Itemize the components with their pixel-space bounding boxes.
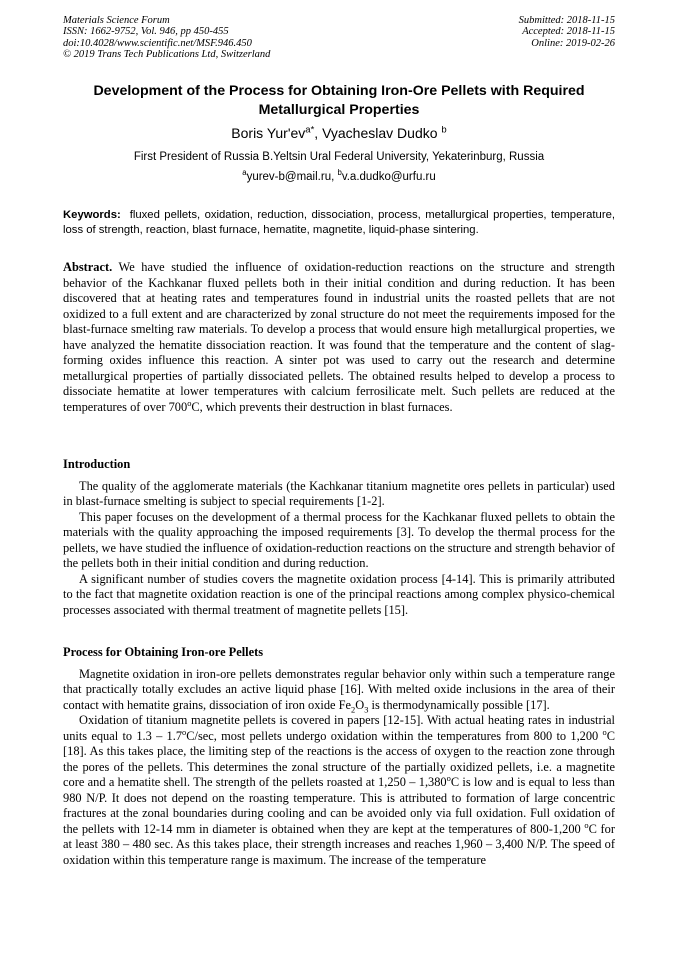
email-separator: , [331, 171, 338, 183]
paragraph-text: Magnetite oxidation in iron-ore pellets demonstrates regular behavior only within such a temperature range that practically totally excludes an active liquid phase [16]. With melted oxide inclusions in the area of their contact with hematite grains, dissociation of iron oxide Fe [63, 666, 615, 712]
author-line [63, 124, 615, 142]
paragraph-text: Oxidation of titanium magnetite pellets is covered in papers [12-15]. With actual heating rates in industrial units equal to 1.3 – 1.7 [63, 713, 615, 743]
submission-dates [519, 15, 615, 49]
degree-mark: o [584, 819, 589, 830]
paragraph [63, 667, 615, 714]
author-name: Boris Yur'ev [231, 125, 306, 141]
paragraph-text: O [355, 697, 365, 712]
paragraph-text: C/sec, most pellets undergo oxidation within the temperatures from 800 to 1,200 [186, 728, 603, 743]
paragraph: This paper focuses on the development of a thermal process for the Kachkanar fluxed pellets to obtain the materials with the quality approaching the imposed requirements [3]. To develop the thermal process for the pellets, we have studied the influence of oxidation-reduction reactions on the structure and strength behavior of the pellets both in their initial condition and during reduction. [63, 509, 615, 570]
author-mark: a* [305, 124, 315, 136]
keywords [63, 208, 615, 238]
paragraph [63, 713, 615, 868]
abstract-text: C, which prevents their destruction in blast furnaces. [191, 399, 453, 414]
abstract-label: Abstract. [63, 260, 113, 274]
paragraph-text: is thermodynamically possible [17]. [368, 697, 550, 712]
paragraph-text: C is low and is equal to less than 980 N/P. It does not depend on the roasting temperature. This is attributed to formation of large concentric fractures at the zonal boundaries during cooling and can be avoided only via full oxidation. Full oxidation of the pellets with 12-14 mm in diameter is obtained when they are kept at the temperatures of 800-1,200 [63, 775, 615, 836]
journal-info [63, 15, 270, 61]
paragraph-text: C for at least 380 – 480 sec. As this takes place, their strength increases and reaches 1,960 – 3,400 N/P. The speed of oxidation within this temperature range is maximum. The increase of the temperature [63, 821, 615, 867]
affiliation: First President of Russia B.Yeltsin Ural Federal University, Yekaterinburg, Russia [133, 151, 545, 163]
section-heading: Process for Obtaining Iron-ore Pellets [63, 645, 264, 659]
submitted-date: Submitted: 2018-11-15 [518, 15, 615, 26]
paper-title: Development of the Process for Obtaining Iron-Ore Pellets with Required Metallurgical Properties [93, 83, 585, 118]
degree-mark: o [187, 397, 192, 408]
keywords-label: Keywords: [63, 209, 121, 221]
section-heading: Introduction [63, 457, 131, 471]
email-mark: a [242, 168, 247, 178]
paragraph: The quality of the agglomerate materials (the Kachkanar titanium magnetite ores pellets in particular) used in blast-furnace smelting is subject to special requirements [1-2]. [63, 478, 615, 508]
online-date: Online: 2019-02-26 [531, 37, 615, 49]
author-separator: , [314, 125, 323, 141]
author-name: Vyacheslav Dudko [322, 125, 438, 141]
paragraph: A significant number of studies covers the magnetite oxidation process [4-14]. This is primarily attributed to the fact that magnetite oxidation reaction is one of the principal reactions among complex physico-chemical processes associated with thermal treatment of magnetite pellets [15]. [63, 571, 615, 617]
process-section [63, 645, 615, 868]
introduction-section [63, 457, 615, 618]
abstract [63, 260, 615, 415]
email-mark: b [337, 168, 342, 178]
author-mark: b [441, 124, 447, 136]
subscript: 2 [351, 703, 356, 714]
email-line [63, 170, 615, 185]
accepted-date: Accepted: 2018-11-15 [522, 26, 615, 38]
degree-mark: o [446, 772, 451, 783]
journal-doi: doi:10.4028/www.scientific.net/MSF.946.450 [63, 37, 252, 49]
degree-mark: o [602, 726, 607, 737]
journal-issn: ISSN: 1662-9752, Vol. 946, pp 450-455 [63, 26, 229, 38]
subscript: 3 [364, 703, 369, 714]
journal-name: Materials Science Forum [63, 15, 170, 26]
copyright: © 2019 Trans Tech Publications Ltd, Switzerland [63, 49, 271, 61]
degree-mark: o [182, 726, 187, 737]
email-link[interactable]: v.a.dudko@urfu.ru [341, 171, 436, 183]
paragraph-text: C [18]. As this takes place, the limiting step of the reactions is the access of oxygen to the reaction zone through the pores of the pellets. This determines the zonal structure of the partially oxidized pellets, i.e. a magnetite core and a hematite shell. The strength of the pellets roasted at 1,250 – 1,380 [63, 728, 615, 789]
keywords-text: fluxed pellets, oxidation, reduction, dissociation, process, metallurgical properties, temperature, loss of strength, reaction, blast furnace, hematite, magnetite, liquid-phase sintering. [63, 209, 616, 236]
email-link[interactable]: yurev-b@mail.ru [246, 171, 332, 183]
abstract-text: We have studied the influence of oxidation-reduction reactions on the structure and strength behavior of the Kachkanar fluxed pellets both in their initial condition and during reduction. It has been discovered that at heating rates and temperatures found in industrial units the roasted pellets that are not oxidized to a full extent and are characterized by zonal structure do not meet the requirements imposed for the blast-furnace smelting raw materials. To develop a process that would ensure high metallurgical properties, we have analyzed the hematite dissociation reaction. It was found that the temperature and the content of slag-forming oxides influence this reaction. A sinter pot was used to carry out the research and determine metallurgical properties of partially dissociated pellets. The obtained results helped to develop a process to dissociate hematite at lower temperatures with calcium ferrosilicate melt. Such pellets are reduced at the temperatures of over 700 [63, 260, 615, 414]
